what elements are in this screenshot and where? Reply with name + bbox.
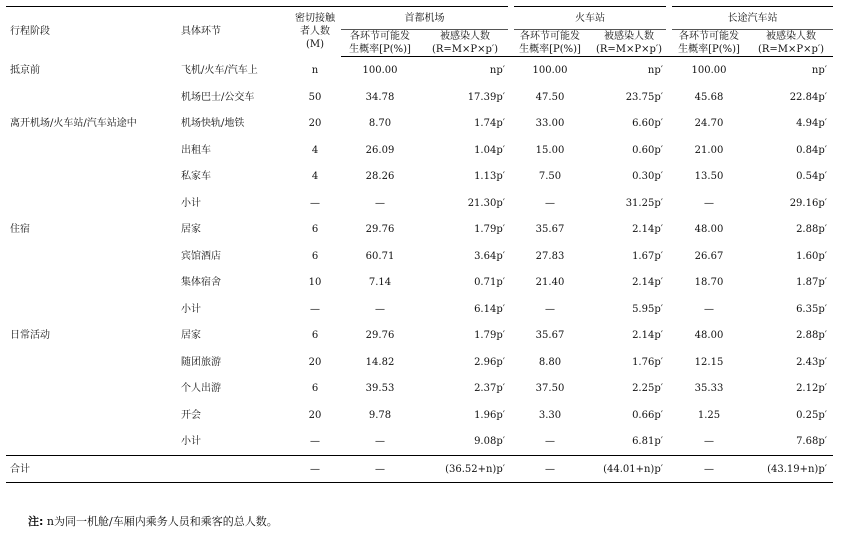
row-train-prob: 47.50 xyxy=(535,91,565,103)
row-train-prob: 3.30 xyxy=(538,409,562,421)
row-airport-prob: 26.09 xyxy=(365,144,395,156)
row-train-prob: 27.83 xyxy=(535,250,565,262)
row-bus-prob: 24.70 xyxy=(694,118,724,130)
row-train-prob: — xyxy=(545,436,555,448)
header-bus-infected: 被感染人数(R=M×P×p′) xyxy=(749,30,833,57)
row-stage xyxy=(6,429,176,456)
row-train-infected: 2.14p′ xyxy=(632,330,663,342)
row-stage xyxy=(6,164,176,191)
row-airport-prob: — xyxy=(375,436,385,448)
row-train-prob: 7.50 xyxy=(538,171,562,183)
row-contacts: 10 xyxy=(308,277,322,289)
header-train-infected: 被感染人数(R=M×P×p′) xyxy=(589,30,669,57)
row-train-prob: 8.80 xyxy=(538,356,562,368)
table-row xyxy=(6,190,833,217)
row-train-prob: 35.67 xyxy=(535,224,565,236)
table-body xyxy=(6,57,833,456)
row-bus-prob: 12.15 xyxy=(694,356,724,368)
row-step: 小计 xyxy=(181,436,201,448)
header-train-prob: 各环节可能发生概率[P(%)] xyxy=(511,30,589,57)
transmission-risk-table xyxy=(6,6,833,483)
header-airport-prob: 各环节可能发生概率[P(%)] xyxy=(341,30,419,57)
total-contacts: — xyxy=(289,456,341,483)
table-row xyxy=(6,243,833,270)
total-step-empty xyxy=(176,456,289,483)
row-stage: 抵京前 xyxy=(10,64,40,76)
row-step: 随团旅游 xyxy=(181,356,221,368)
row-contacts: 6 xyxy=(311,383,319,395)
row-bus-infected: 1.87p′ xyxy=(796,277,827,289)
row-airport-infected: np′ xyxy=(489,65,505,76)
total-airport-infected: (36.52+n)p′ xyxy=(419,456,511,483)
total-bus-infected: (43.19+n)p′ xyxy=(749,456,833,483)
row-step: 集体宿舍 xyxy=(181,277,221,289)
header-airport-infected: 被感染人数(R=M×P×p′) xyxy=(419,30,511,57)
row-bus-prob: 26.67 xyxy=(694,250,724,262)
row-step: 开会 xyxy=(181,409,201,421)
row-airport-prob: 28.26 xyxy=(365,171,395,183)
table-row xyxy=(6,217,833,244)
row-bus-infected: 29.16p′ xyxy=(789,197,827,209)
row-step: 居家 xyxy=(181,224,201,236)
row-bus-infected: 0.25p′ xyxy=(796,409,827,421)
row-airport-prob: — xyxy=(375,197,385,209)
row-step: 飞机/火车/汽车上 xyxy=(181,64,258,76)
row-train-prob: — xyxy=(545,197,555,209)
row-stage xyxy=(6,190,176,217)
row-bus-prob: 18.70 xyxy=(694,277,724,289)
table-header xyxy=(6,7,833,57)
row-airport-prob: 100.00 xyxy=(362,65,398,76)
row-airport-prob: 29.76 xyxy=(365,330,395,342)
row-stage xyxy=(6,137,176,164)
table-row xyxy=(6,137,833,164)
table-row xyxy=(6,84,833,111)
row-stage xyxy=(6,243,176,270)
table-row xyxy=(6,349,833,376)
row-contacts: 20 xyxy=(308,409,322,421)
row-airport-infected: 21.30p′ xyxy=(467,197,505,209)
row-train-infected: 0.60p′ xyxy=(632,144,663,156)
row-contacts: 6 xyxy=(311,250,319,262)
row-stage xyxy=(6,402,176,429)
row-train-infected: 6.81p′ xyxy=(632,436,663,448)
row-train-infected: 2.25p′ xyxy=(632,383,663,395)
row-bus-infected: 1.60p′ xyxy=(796,250,827,262)
row-airport-infected: 0.71p′ xyxy=(474,277,505,289)
row-bus-prob: 100.00 xyxy=(691,65,727,76)
row-airport-prob: 34.78 xyxy=(365,91,395,103)
footnote-prefix: 注: xyxy=(28,515,44,528)
row-stage xyxy=(6,376,176,403)
row-step: 小计 xyxy=(181,197,201,209)
row-train-infected: 0.66p′ xyxy=(632,409,663,421)
table-row xyxy=(6,111,833,138)
footnote-text: n为同一机舱/车厢内乘务人员和乘客的总人数。 xyxy=(46,515,278,528)
row-train-prob: 33.00 xyxy=(535,118,565,130)
table-footnote xyxy=(28,513,278,529)
row-bus-infected: 2.43p′ xyxy=(796,356,827,368)
row-bus-prob: 1.25 xyxy=(697,409,721,421)
row-train-infected: np′ xyxy=(647,65,663,76)
row-train-infected: 31.25p′ xyxy=(625,197,663,209)
row-train-infected: 5.95p′ xyxy=(632,303,663,315)
row-train-prob: 100.00 xyxy=(532,65,568,76)
table-row xyxy=(6,270,833,297)
row-contacts: 50 xyxy=(308,91,322,103)
row-airport-prob: 7.14 xyxy=(368,277,392,289)
row-train-infected: 2.14p′ xyxy=(632,224,663,236)
row-train-infected: 2.14p′ xyxy=(632,277,663,289)
total-label: 合计 xyxy=(6,456,176,483)
row-contacts: 4 xyxy=(311,144,319,156)
row-step: 出租车 xyxy=(181,144,211,156)
row-step: 机场巴士/公交车 xyxy=(181,91,255,103)
table-row xyxy=(6,376,833,403)
row-airport-prob: 39.53 xyxy=(365,383,395,395)
row-airport-infected: 1.74p′ xyxy=(474,118,505,130)
row-airport-infected: 3.64p′ xyxy=(474,250,505,262)
row-airport-prob: 9.78 xyxy=(368,409,392,421)
row-bus-prob: 13.50 xyxy=(694,171,724,183)
row-bus-infected: 2.12p′ xyxy=(796,383,827,395)
row-bus-prob: 48.00 xyxy=(694,330,724,342)
row-train-prob: 21.40 xyxy=(535,277,565,289)
row-bus-prob: — xyxy=(704,303,714,315)
header-group-bus: 长途汽车站 xyxy=(669,7,833,30)
row-contacts: — xyxy=(310,303,320,315)
row-stage: 离开机场/火车站/汽车站途中 xyxy=(10,118,137,130)
row-train-prob: 37.50 xyxy=(535,383,565,395)
row-bus-prob: — xyxy=(704,436,714,448)
row-airport-infected: 2.96p′ xyxy=(474,356,505,368)
table-row xyxy=(6,296,833,323)
row-stage xyxy=(6,270,176,297)
table-row xyxy=(6,323,833,350)
row-stage xyxy=(6,84,176,111)
row-train-prob: — xyxy=(545,303,555,315)
table-row xyxy=(6,164,833,191)
total-airport-prob: — xyxy=(341,456,419,483)
row-contacts: n xyxy=(311,64,319,76)
total-train-infected: (44.01+n)p′ xyxy=(589,456,669,483)
row-bus-infected: 0.54p′ xyxy=(796,171,827,183)
row-step: 机场快轨/地铁 xyxy=(181,118,245,130)
row-step: 居家 xyxy=(181,330,201,342)
row-bus-infected: 2.88p′ xyxy=(796,224,827,236)
row-airport-prob: 29.76 xyxy=(365,224,395,236)
total-row xyxy=(6,456,833,483)
header-group-airport: 首都机场 xyxy=(341,7,511,30)
table-row xyxy=(6,429,833,456)
row-stage xyxy=(6,296,176,323)
row-step: 宾馆酒店 xyxy=(181,250,221,262)
header-bus-prob: 各环节可能发生概率[P(%)] xyxy=(669,30,749,57)
row-airport-prob: 8.70 xyxy=(368,118,392,130)
row-airport-prob: 14.82 xyxy=(365,356,395,368)
row-airport-prob: — xyxy=(375,303,385,315)
row-stage: 日常活动 xyxy=(10,330,50,342)
row-bus-infected: 0.84p′ xyxy=(796,144,827,156)
row-bus-prob: 35.33 xyxy=(694,383,724,395)
header-step: 具体环节 xyxy=(176,7,289,57)
row-airport-infected: 1.04p′ xyxy=(474,144,505,156)
row-airport-infected: 1.96p′ xyxy=(474,409,505,421)
row-bus-infected: 2.88p′ xyxy=(796,330,827,342)
total-train-prob: — xyxy=(511,456,589,483)
row-bus-prob: — xyxy=(704,197,714,209)
row-airport-infected: 6.14p′ xyxy=(474,303,505,315)
row-bus-prob: 21.00 xyxy=(694,144,724,156)
row-stage: 住宿 xyxy=(10,224,30,236)
row-bus-prob: 45.68 xyxy=(694,91,724,103)
row-train-infected: 1.67p′ xyxy=(632,250,663,262)
row-contacts: 20 xyxy=(308,118,322,130)
row-train-prob: 35.67 xyxy=(535,330,565,342)
header-contacts: 密切接触者人数(M) xyxy=(289,7,341,57)
row-train-infected: 0.30p′ xyxy=(632,171,663,183)
row-airport-prob: 60.71 xyxy=(365,250,395,262)
header-stage: 行程阶段 xyxy=(6,7,176,57)
row-contacts: — xyxy=(310,197,320,209)
total-bus-prob: — xyxy=(669,456,749,483)
row-airport-infected: 1.79p′ xyxy=(474,330,505,342)
row-airport-infected: 9.08p′ xyxy=(474,436,505,448)
row-train-infected: 6.60p′ xyxy=(632,118,663,130)
row-contacts: 4 xyxy=(311,171,319,183)
row-contacts: 6 xyxy=(311,224,319,236)
table-row xyxy=(6,57,833,85)
row-train-prob: 15.00 xyxy=(535,144,565,156)
row-train-infected: 23.75p′ xyxy=(625,91,663,103)
row-airport-infected: 2.37p′ xyxy=(474,383,505,395)
table-row xyxy=(6,402,833,429)
row-bus-infected: 6.35p′ xyxy=(796,303,827,315)
row-bus-prob: 48.00 xyxy=(694,224,724,236)
row-step: 小计 xyxy=(181,303,201,315)
row-step: 私家车 xyxy=(181,171,211,183)
header-group-train: 火车站 xyxy=(511,7,669,30)
row-airport-infected: 1.79p′ xyxy=(474,224,505,236)
row-contacts: 20 xyxy=(308,356,322,368)
row-stage xyxy=(6,349,176,376)
row-bus-infected: np′ xyxy=(811,65,827,76)
row-train-infected: 1.76p′ xyxy=(632,356,663,368)
row-bus-infected: 7.68p′ xyxy=(796,436,827,448)
row-step: 个人出游 xyxy=(181,383,221,395)
row-bus-infected: 4.94p′ xyxy=(796,118,827,130)
row-airport-infected: 1.13p′ xyxy=(474,171,505,183)
row-contacts: — xyxy=(310,436,320,448)
row-contacts: 6 xyxy=(311,330,319,342)
row-bus-infected: 22.84p′ xyxy=(789,91,827,103)
row-airport-infected: 17.39p′ xyxy=(467,91,505,103)
